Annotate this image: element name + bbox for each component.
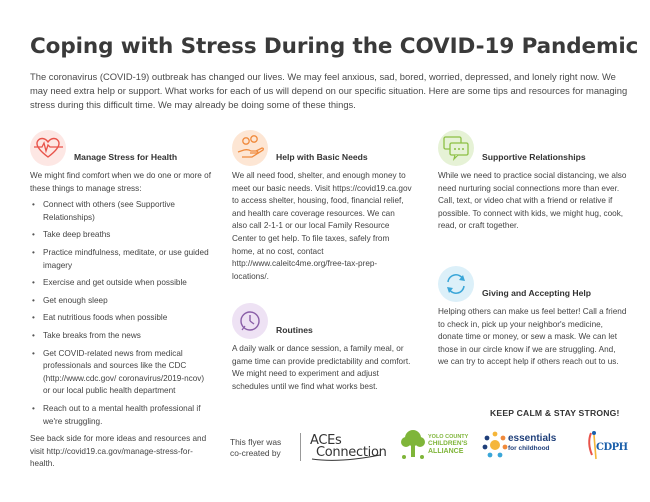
aces-logo-text: ACEs — [310, 433, 342, 448]
section-body: We might find comfort when we do one or more of these things to manage stress: — [30, 171, 211, 193]
section-header — [438, 266, 628, 302]
tree-icon — [398, 427, 428, 467]
essentials-logo-subtext: for childhood — [508, 445, 550, 452]
section-manage-stress — [30, 130, 212, 471]
back-side-note: See back side for more ideas and resources and visit http://covid19.ca.gov/manage-stress-for-health. — [30, 434, 207, 469]
heart-pulse-icon — [30, 130, 66, 166]
list-item: • Eat nutritious foods when possible — [30, 312, 212, 325]
section-title: Routines — [276, 325, 313, 336]
section-title: Giving and Accepting Help — [482, 288, 592, 299]
tips-list — [30, 199, 212, 428]
cdph-logo — [582, 427, 630, 467]
list-item: • Take breaks from the news — [30, 330, 212, 343]
section-giving — [438, 266, 628, 369]
cocreated-label — [230, 437, 281, 459]
section-header — [232, 130, 412, 166]
aces-connection-logo — [310, 429, 386, 465]
section-supportive — [438, 130, 628, 233]
list-item: • Reach out to a mental health professional if we're struggling. — [30, 403, 212, 428]
yolo-county-childrens-alliance-logo — [398, 427, 480, 467]
yolo-logo-line2: CHILDREN'S — [428, 440, 468, 447]
section-title: Supportive Relationships — [482, 152, 586, 163]
chat-bubbles-icon — [438, 130, 474, 166]
list-item: • Connect with others (see Supportive Relationships) — [30, 199, 212, 224]
list-item: • Exercise and get outside when possible — [30, 277, 212, 290]
list-item: • Get COVID-related news from medical professionals and sources like the CDC (http://www.cdc.gov/ coronavirus/2019-ncov) or our local public health department — [30, 348, 212, 398]
section-basic-needs — [232, 130, 412, 283]
section-title: Help with Basic Needs — [276, 152, 368, 163]
sunburst-icon — [482, 429, 508, 465]
list-item: • Take deep breaths — [30, 229, 212, 242]
section-header — [30, 130, 212, 166]
section-body: While we need to practice social distancing, we also need nurturing social connections more than ever. Call, text, or video chat with a friend or relative if possible. To connect with kids, we might hug, cook, read, or craft together. — [438, 171, 627, 231]
section-routines — [232, 303, 412, 393]
hand-coins-icon — [232, 130, 268, 166]
cocreated-line2: co-created by — [230, 448, 281, 458]
yolo-logo-line3: ALLIANCE — [428, 448, 464, 455]
keep-calm-slogan: KEEP CALM & STAY STRONG! — [490, 408, 620, 418]
list-item: • Practice mindfulness, meditate, or use guided imagery — [30, 247, 212, 272]
list-item: • Get enough sleep — [30, 295, 212, 308]
section-body: Helping others can make us feel better! Call a friend to check in, pick up your neighbor's medicine, donate time or money, or sew a mask. We can let those in our circle know if we are struggling. And, we can try to accept help if others reach out to us. — [438, 307, 627, 367]
essentials-for-childhood-logo — [482, 427, 574, 467]
essentials-logo-text: essentials — [508, 433, 557, 444]
section-header — [438, 130, 628, 166]
section-body: We all need food, shelter, and enough money to meet our basic needs. Visit https://covid19.ca.gov to access shelter, housing, food, financial relief, and health care coverage resources. We can also call 2-1-1 or our local Family Resource Center to get help. To file taxes, safely from home, at no cost, contact http://www.caleitc4me.org/free-tax-prep-locations/. — [232, 171, 412, 281]
section-header — [232, 303, 412, 339]
circular-arrows-icon — [438, 266, 474, 302]
intro-paragraph: The coronavirus (COVID-19) outbreak has changed our lives. We may feel anxious, sad, bored, worried, depressed, and lonely right now. We may need extra help or support. What works for each of us will depend on our specific situation. Here are some tips and resources for managing stress during this difficult time. We may already be doing some of these things. — [30, 71, 628, 110]
section-title: Manage Stress for Health — [74, 152, 178, 163]
clock-icon — [232, 303, 268, 339]
divider — [300, 433, 301, 461]
aces-swoosh-icon — [310, 429, 386, 465]
section-body: A daily walk or dance session, a family meal, or game time can provide predictability and comfort. We might need to experiment and adjust schedules until we find what works best. — [232, 344, 411, 391]
cocreated-line1: This flyer was — [230, 437, 282, 447]
cdph-logo-text: CDPH — [596, 442, 628, 453]
footer-cocreators — [230, 427, 630, 487]
yolo-logo-line1: YOLO COUNTY — [428, 434, 469, 440]
page-title: Coping with Stress During the COVID-19 Pandemic — [30, 34, 639, 59]
aces-logo-text2: Connection — [316, 445, 387, 460]
